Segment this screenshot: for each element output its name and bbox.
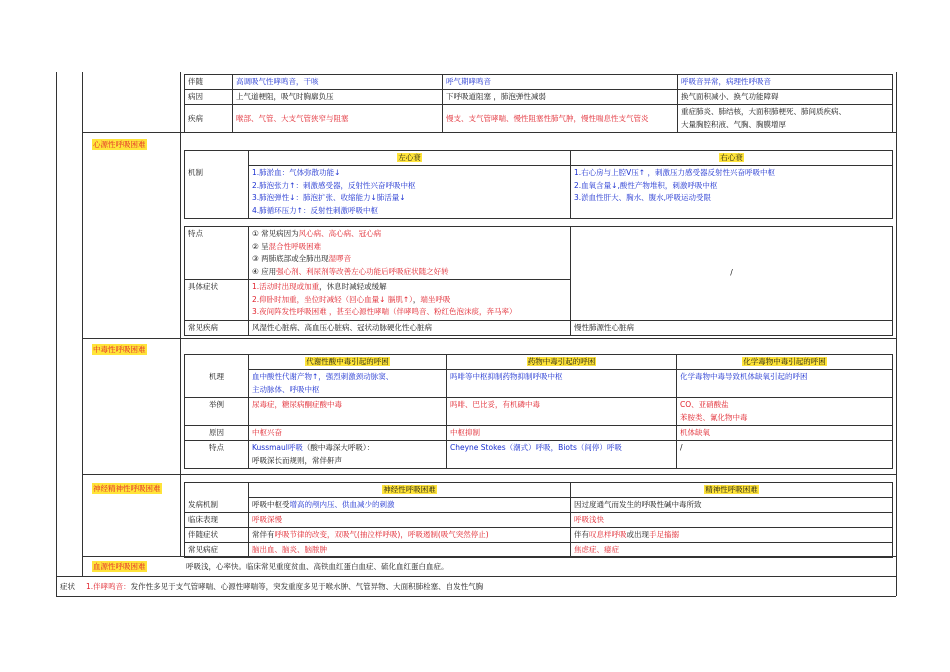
mechanism-line: 3.淤血性肝大、胸水、腹水,呼吸运动受限 (574, 193, 712, 202)
cardiac-feature-table (184, 226, 893, 336)
mechanism-line: 2.肺泡张力↑：刺激感受器，反射性兴奋呼吸中枢 (252, 180, 416, 190)
cell: 吗啡等中枢抑制药物抑制呼吸中枢 (447, 370, 677, 398)
row-label: 病因 (185, 90, 233, 105)
text: 伴有 (574, 530, 589, 539)
row-label: 伴随 (185, 75, 233, 90)
cell: 高调吸气性哮鸣音，干咳 (233, 75, 443, 90)
cell: 吗啡、巴比妥，有机磷中毒 (447, 398, 677, 426)
cell: 换气面积减小、换气功能障碍 (678, 90, 893, 105)
cell: 上气道梗阻，吸气时胸廓负压 (233, 90, 443, 105)
row-label: 原因 (185, 426, 249, 441)
section-title: 中毒性呼吸困难 (93, 345, 146, 354)
text: ② 呈 (252, 241, 269, 251)
row-label: 特点 (185, 441, 249, 469)
column-header: 精神性呼吸困难 (571, 483, 893, 498)
row-label: 特点 (185, 227, 249, 280)
cell: 焦虑症、癔症 (571, 543, 893, 558)
cell: 中枢抑制 (447, 426, 677, 441)
column-header: 化学毒物中毒引起的呼困 (677, 355, 893, 370)
row-label: 疾病 (185, 105, 233, 133)
column-header: 药物中毒引起的呼困 (447, 355, 677, 370)
text: 强心剂、利尿剂等改善左心功能后呼吸症状随之好转 (276, 266, 449, 276)
cell-line: 重症肺炎、肺结核，大面积肺梗死、肺间质疾病、 (681, 107, 846, 116)
text: 血中酸性代谢产物↑，强烈刺激颈动脉窦、 (252, 372, 394, 381)
text: 手足搐搦 (649, 530, 679, 539)
row-label: 机制 (185, 166, 249, 219)
cell: 喉部、气管、大支气管狭窄与阻塞 (233, 105, 443, 133)
cell: 呼吸音异常，病理性呼吸音 (678, 75, 893, 90)
text: ③ 两肺底部或全肺出现 (252, 254, 329, 263)
slash-cell: / (571, 227, 893, 321)
row-label: 临床表现 (185, 513, 249, 528)
section-title: 血源性呼吸困难 (93, 562, 146, 571)
text: 3.夜间阵发性呼吸困难 ，甚至心源性哮喘（伴哮鸣音、粉红色泡沫痰，奔马率） (252, 307, 517, 316)
outer-col-divider (82, 72, 83, 576)
text: ④ 应用 (252, 266, 277, 276)
mechanism-line: 4.肺循环压力↑：反射性刺激呼吸中枢 (252, 205, 378, 215)
mechanism-line: 1.右心房与上腔V压↑ ，刺激压力感受器反射性兴奋呼吸中枢 (574, 168, 775, 177)
row-divider-2 (82, 338, 896, 339)
neuro-section-title (92, 483, 162, 494)
cardiac-section-title (92, 139, 147, 150)
symptom-label: 症状 (60, 582, 75, 591)
cell (249, 528, 571, 543)
symptom-cell (249, 280, 571, 321)
empty-cell (185, 355, 249, 370)
text: 湿啰音 (328, 254, 352, 263)
row-label: 机理 (185, 370, 249, 398)
cell: 因过度通气而发生的呼吸性碱中毒所致 (571, 498, 893, 513)
text: 混合性呼吸困难 (268, 241, 322, 251)
cell: / (677, 441, 893, 469)
row-divider-bottom (56, 596, 896, 597)
text: 或出现 (626, 530, 649, 539)
cardiac-mechanism-table (184, 150, 893, 219)
text: ，休息时减轻或缓解 (319, 282, 387, 291)
symptom-text (86, 581, 483, 593)
empty-cell (185, 483, 249, 498)
mechanism-line: 1.肺淤血：气体弥散功能↓ (252, 168, 341, 177)
outer-left-border (56, 72, 57, 596)
column-header: 代谢性酸中毒引起的呼困 (249, 355, 447, 370)
cell (249, 441, 447, 469)
outer-right-border (896, 72, 897, 596)
cell (677, 398, 893, 426)
text: 叹息样呼吸 (589, 530, 627, 539)
cell: 下呼吸道阻塞 ，肺泡弹性减弱 (443, 90, 678, 105)
empty-cell (185, 151, 249, 166)
feature-cell (249, 227, 571, 280)
text: （酸中毒深大呼吸）： (302, 443, 375, 452)
neuro-table (184, 482, 893, 558)
cell: 呼吸浅快 (571, 513, 893, 528)
cell: 风湿性心脏病、高血压心脏病、冠状动脉硬化性心脏病 (249, 320, 571, 335)
cell: 慢性肺源性心脏病 (571, 320, 893, 335)
text: 发作性多见于支气管哮喘、心源性哮喘等，突发重度多见于喉水肿、气管异物、大面积肺栓塞、自发性气胸 (130, 582, 484, 591)
breathing-sound-table (184, 74, 893, 133)
cell: 化学毒物中毒导致机体缺氧引起的呼困 (677, 370, 893, 398)
cell: 慢支、支气管哮喘、慢性阻塞性肺气肿，慢性喘息性支气管炎 (443, 105, 678, 133)
cell (249, 498, 571, 513)
inner-col-divider (180, 72, 181, 556)
left-heart-header: 左心衰 (249, 151, 571, 166)
right-heart-mechanism (571, 166, 893, 219)
cell: 脑出血、脑炎、脑脓肿 (249, 543, 571, 558)
cell (571, 528, 893, 543)
right-heart-header: 右心衰 (571, 151, 893, 166)
table-row (185, 75, 893, 90)
text: 1.活动时出现或加重 (252, 282, 320, 291)
text: ， (412, 294, 421, 304)
blood-description: 呼吸浅，心率快。临床常见重度贫血、高铁血红蛋白血症、硫化血红蛋白血症。 (186, 562, 449, 571)
row-label: 常见病症 (185, 543, 249, 558)
column-header: 神经性呼吸困难 (249, 483, 571, 498)
cell: 机体缺氧 (677, 426, 893, 441)
table-row (185, 105, 893, 133)
cell: 中枢兴奋 (249, 426, 447, 441)
row-label: 具体症状 (185, 280, 249, 321)
text: 1.伴哮鸣音： (86, 582, 131, 591)
row-label: 举例 (185, 398, 249, 426)
text: 呼吸中枢受 (252, 500, 290, 509)
cell: 呼气期哮鸣音 (443, 75, 678, 90)
mechanism-line: 2.血氧含量↓,酸性产物堆积，刺激呼吸中枢 (574, 180, 718, 190)
text: 2.仰卧时加重，坐位时减轻（回心血量↓ 膈肌↑） (252, 294, 413, 304)
text: 苯胺类、氰化物中毒 (680, 412, 748, 422)
cell (249, 370, 447, 398)
left-heart-mechanism (249, 166, 571, 219)
cell: 尿毒症，糖尿病酮症酸中毒 (249, 398, 447, 426)
mechanism-line: 3.肺泡弹性↓：肺泡扩张、收缩能力↓肺活量↓ (252, 193, 406, 202)
section-title: 神经精神性呼吸困难 (93, 484, 161, 493)
toxic-section-title (92, 344, 147, 355)
row-label: 常见疾病 (185, 320, 249, 335)
text: 呼吸深长而规则，常伴鼾声 (252, 455, 342, 465)
row-label: 发病机制 (185, 498, 249, 513)
section-title: 心源性呼吸困难 (93, 140, 146, 149)
text: CO、亚硝酸盐 (680, 400, 729, 409)
toxic-table (184, 354, 893, 469)
cell: Cheyne Stokes（潮式）呼吸，Biots（间停）呼吸 (447, 441, 677, 469)
blood-section-title (92, 561, 147, 572)
cell (678, 105, 893, 133)
text: 呼吸节律的改变，双吸气(抽泣样呼吸)，呼吸遏制(吸气突然停止) (274, 530, 489, 539)
row-divider-3 (82, 474, 896, 475)
cell: 呼吸深慢 (249, 513, 571, 528)
text: 常伴有 (252, 530, 275, 539)
cell-line: 大量胸腔积液、气胸、胸膜增厚 (681, 119, 786, 129)
text: 增高的颅内压、供血减少的刺激 (289, 500, 395, 509)
text: 端坐呼吸 (420, 294, 451, 304)
text: ① 常见病因为 (252, 229, 299, 238)
text: Kussmaul呼吸 (252, 443, 303, 452)
row-label: 伴随症状 (185, 528, 249, 543)
text: 风心病、高心病、冠心病 (298, 229, 382, 238)
row-divider-5 (56, 576, 896, 577)
text: 主动脉体、呼吸中枢 (252, 384, 320, 394)
table-row (185, 90, 893, 105)
